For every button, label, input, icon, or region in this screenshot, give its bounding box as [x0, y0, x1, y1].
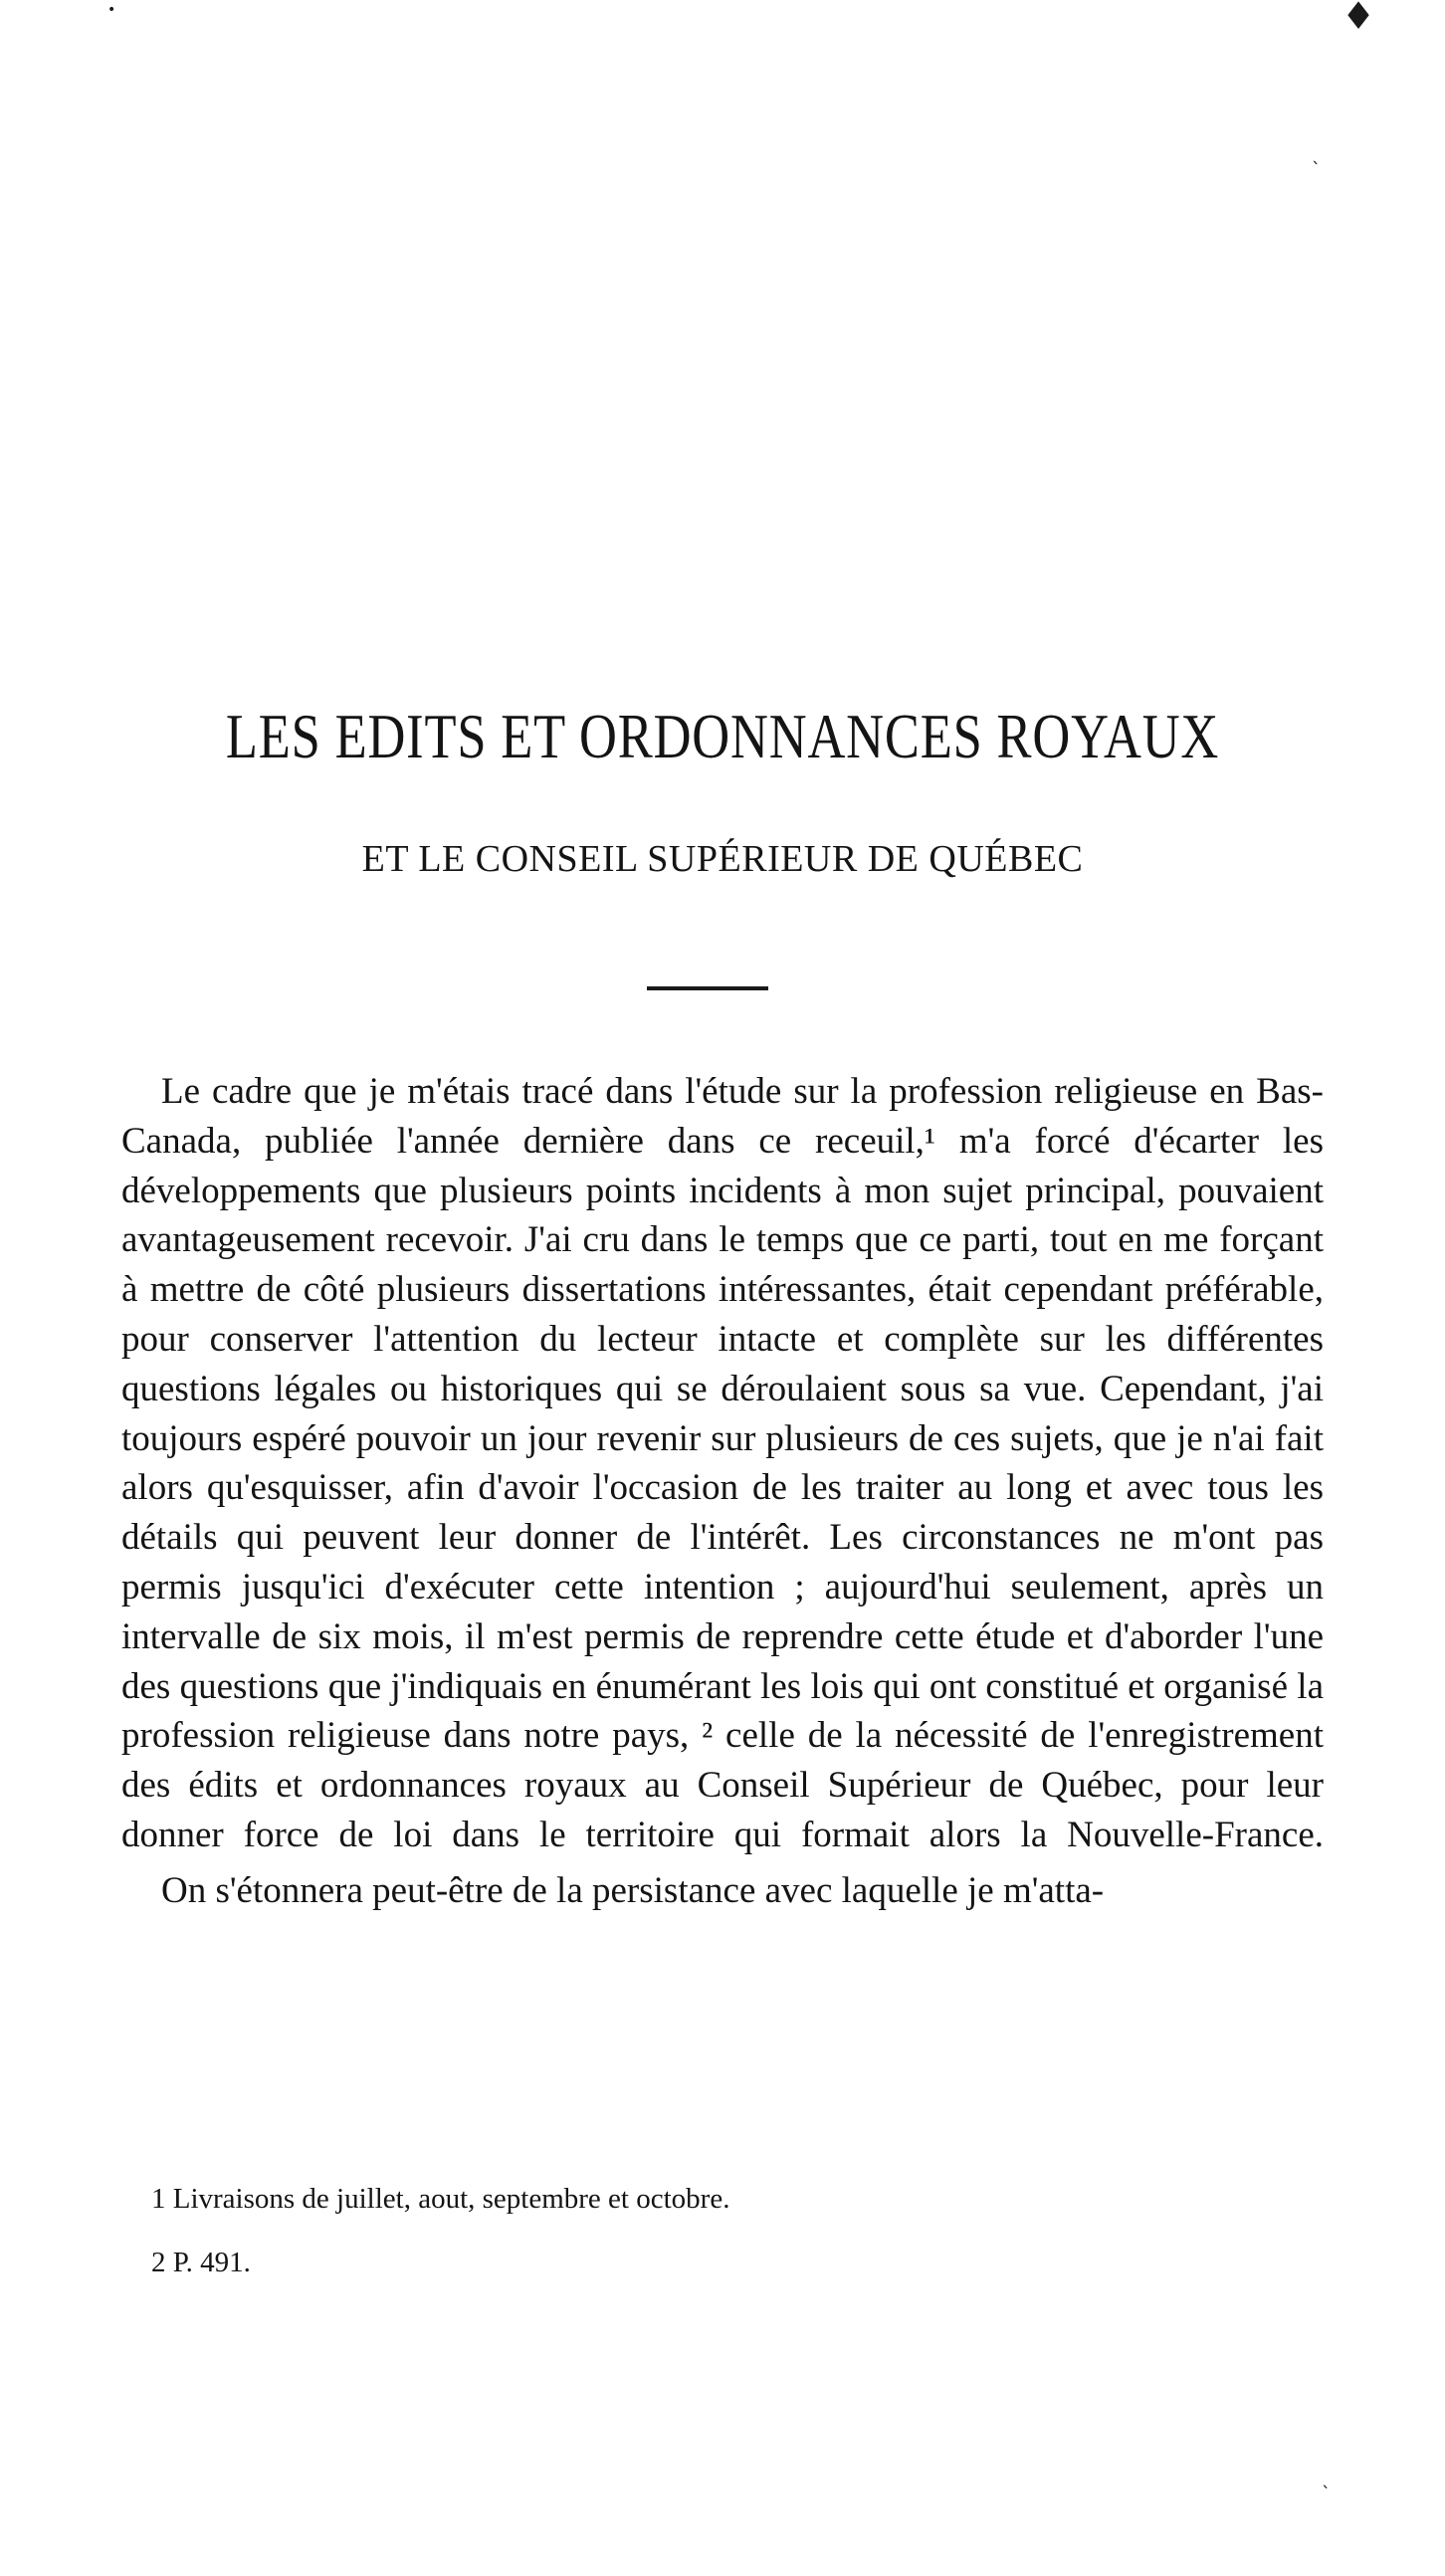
body-paragraph: On s'étonnera peut-être de la persistance avec laquelle je m'atta- — [161, 1869, 1105, 1911]
scan-tick-mark: ˎ — [1322, 2469, 1331, 2489]
body-paragraph: Le cadre que je m'étais tracé dans l'étude sur la profession religieuse en Bas-Canada, publiée l'année dernière dans ce receuil,¹ m'a forcé d'écarter les développements que plusieurs points incidents à mon sujet principal, pouvaient avantageusement recevoir. J'ai cru dans le temps que ce parti, tout en me forçant à mettre de côté plusieurs dissertations intéressantes, était cependant préférable, pour conserver l'attention du lecteur intacte et complète sur les différentes questions légales ou historiques qui se déroulaient sous sa vue. Cependant, j'ai toujours espéré pouvoir un jour revenir sur plusieurs de ces sujets, que je n'ai fait alors qu'esquisser, afin d'avoir l'occasion de les traiter au long et avec tous les détails qui peuvent leur donner de l'intérêt. Les circonstances ne m'ont pas permis jusqu'ici d'exécuter cette intention ; aujourd'hui seulement, après un intervalle de six mois, il m'est permis de reprendre cette étude et d'aborder l'une des questions que j'indiquais en énumérant les lois qui ont constitué et organisé la profession religieuse dans notre pays, ² celle de la nécessité de l'enregistrement des édits et ordonnances royaux au Conseil Supérieur de Québec, pour leur donner force de loi dans le territoire qui formait alors la Nouvelle-France. — [121, 1071, 1324, 1855]
footnote: 2 P. 491. — [151, 2247, 251, 2278]
document-title: LES EDITS ET ORDONNANCES ROYAUX — [225, 701, 1220, 771]
title-divider-rule — [647, 986, 768, 990]
document-subtitle: ET LE CONSEIL SUPÉRIEUR DE QUÉBEC — [361, 838, 1084, 880]
article-body — [121, 1067, 1324, 1916]
scan-blot-mark: ♦ — [1342, 0, 1376, 38]
footnotes — [151, 2180, 1246, 2307]
scan-speck-mark: • — [107, 2, 116, 18]
scan-tick-mark: ˋ — [1312, 159, 1321, 180]
footnote: 1 Livraisons de juillet, aout, septembre et octobre. — [151, 2183, 730, 2215]
